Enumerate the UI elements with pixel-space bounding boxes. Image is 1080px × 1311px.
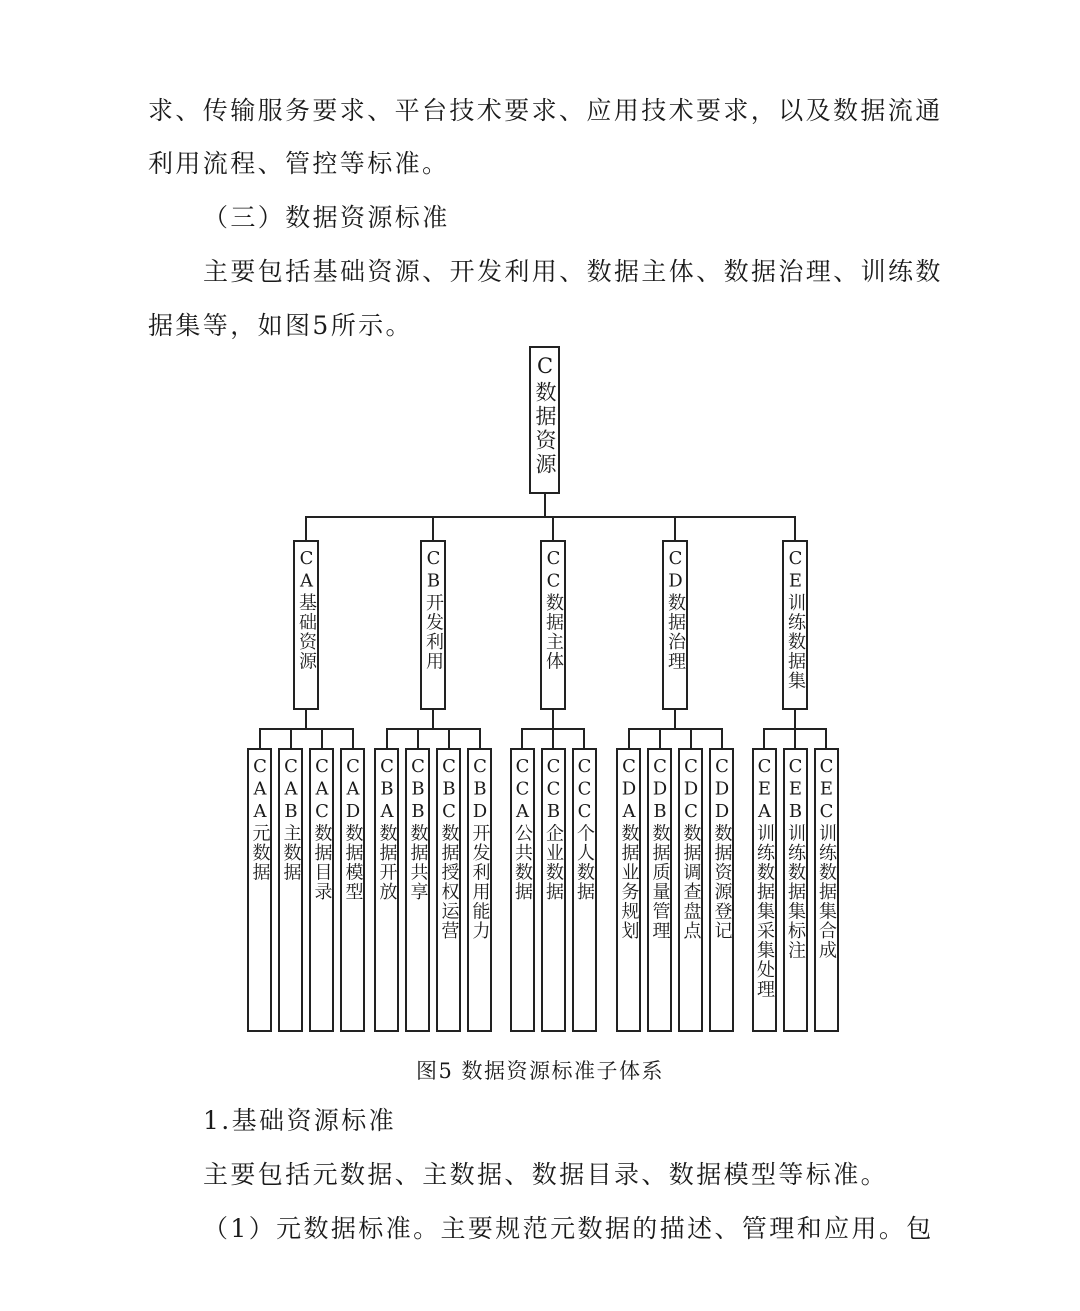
leaf-node-label: CBD开发利用能力 <box>469 756 491 941</box>
connector-line <box>628 728 723 730</box>
leaf-node <box>616 748 641 1032</box>
connector-line <box>259 728 354 730</box>
section-heading: （三）数据资源标准 <box>203 203 450 232</box>
leaf-node <box>783 748 808 1032</box>
paragraph-line: 利用流程、管控等标准。 <box>148 149 450 178</box>
leaf-node <box>278 748 303 1032</box>
connector-line <box>386 728 481 730</box>
leaf-node-label: CCB企业数据 <box>543 756 564 902</box>
leaf-node-label: CDD数据资源登记 <box>711 756 733 941</box>
group-node-label: CC数据主体 <box>543 548 564 671</box>
leaf-node-label: CEB训练数据集标注 <box>785 756 806 960</box>
leaf-node-label: CDC数据调查盘点 <box>680 756 702 941</box>
paragraph-line: 据集等，如图5所示。 <box>148 311 413 340</box>
leaf-node-label: CDA数据业务规划 <box>618 756 640 941</box>
connector-line <box>794 516 796 540</box>
leaf-node <box>510 748 535 1032</box>
leaf-node <box>436 748 461 1032</box>
leaf-node-label: CBC数据授权运营 <box>438 756 460 941</box>
leaf-node-label: CAB主数据 <box>280 756 302 882</box>
leaf-node-label: CCA公共数据 <box>512 756 533 902</box>
leaf-node <box>647 748 672 1032</box>
figure-caption: 图5 数据资源标准子体系 <box>415 1059 665 1083</box>
connector-line <box>674 710 676 728</box>
connector-line <box>305 516 796 518</box>
leaf-node <box>247 748 272 1032</box>
group-node <box>293 540 319 710</box>
group-node-label: CB开发利用 <box>423 548 444 671</box>
connector-line <box>321 728 323 748</box>
connector-line <box>479 728 481 748</box>
leaf-node <box>467 748 492 1032</box>
connector-line <box>417 728 419 748</box>
leaf-node-label: CDB数据质量管理 <box>649 756 671 941</box>
connector-line <box>305 710 307 728</box>
leaf-node-label: CBB数据共享 <box>407 756 429 902</box>
leaf-node <box>340 748 365 1032</box>
connector-line <box>432 516 434 540</box>
connector-line <box>659 728 661 748</box>
paragraph-line: 主要包括基础资源、开发利用、数据主体、数据治理、训练数 <box>203 257 943 286</box>
connector-line <box>386 728 388 748</box>
leaf-node-label: CAD数据模型 <box>342 756 364 902</box>
connector-line <box>825 728 827 748</box>
connector-line <box>259 728 261 748</box>
paragraph-line: 求、传输服务要求、平台技术要求、应用技术要求，以及数据流通 <box>148 96 943 125</box>
connector-line <box>432 710 434 728</box>
connector-line <box>305 516 307 540</box>
leaf-node-label: CAC数据目录 <box>311 756 333 902</box>
group-node <box>662 540 688 710</box>
group-node <box>420 540 446 710</box>
leaf-node <box>572 748 597 1032</box>
connector-line <box>794 710 796 728</box>
connector-line <box>552 710 554 728</box>
leaf-node <box>814 748 839 1032</box>
connector-line <box>583 728 585 748</box>
leaf-node-label: CCC个人数据 <box>574 756 595 902</box>
group-node-label: CD数据治理 <box>665 548 686 671</box>
group-node <box>782 540 808 710</box>
paragraph-line: （1）元数据标准。主要规范元数据的描述、管理和应用。包 <box>203 1214 934 1243</box>
connector-line <box>448 728 450 748</box>
root-node <box>529 346 560 494</box>
connector-line <box>552 516 554 540</box>
connector-line <box>290 728 292 748</box>
leaf-node <box>309 748 334 1032</box>
group-node <box>540 540 566 710</box>
leaf-node <box>709 748 734 1032</box>
connector-line <box>721 728 723 748</box>
group-node-label: CE训练数据集 <box>785 548 806 691</box>
connector-line <box>552 728 554 748</box>
leaf-node <box>752 748 777 1032</box>
leaf-node-label: CEC训练数据集合成 <box>816 756 837 960</box>
connector-line <box>763 728 765 748</box>
subsection-heading: 1.基础资源标准 <box>203 1106 397 1135</box>
leaf-node <box>678 748 703 1032</box>
leaf-node-label: CEA训练数据集采集处理 <box>754 756 775 999</box>
connector-line <box>352 728 354 748</box>
root-node-label: C数据资源 <box>533 354 557 477</box>
leaf-node-label: CBA数据开放 <box>376 756 398 902</box>
connector-line <box>690 728 692 748</box>
leaf-node <box>405 748 430 1032</box>
connector-line <box>544 494 546 517</box>
paragraph-line: 主要包括元数据、主数据、数据目录、数据模型等标准。 <box>203 1160 889 1189</box>
connector-line <box>794 728 796 748</box>
connector-line <box>628 728 630 748</box>
leaf-node-label: CAA元数据 <box>249 756 271 882</box>
connector-line <box>521 728 523 748</box>
leaf-node <box>374 748 399 1032</box>
leaf-node <box>541 748 566 1032</box>
group-node-label: CA基础资源 <box>296 548 317 671</box>
connector-line <box>674 516 676 540</box>
